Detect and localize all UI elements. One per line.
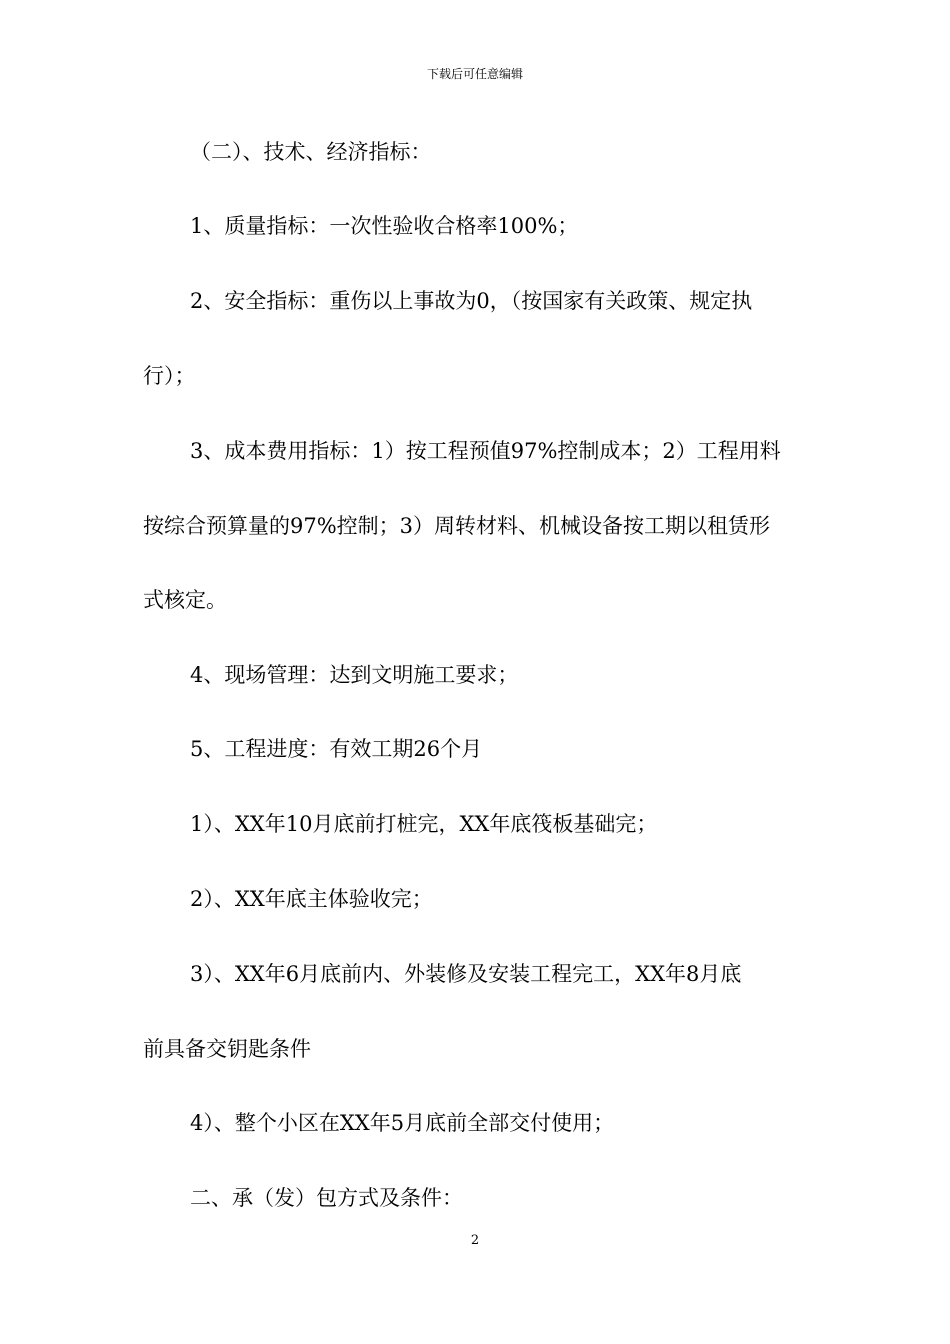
schedule-item-4: 4）、整个小区在XX年5月底前全部交付使用； <box>190 1111 615 1135</box>
section-heading-contracting: 二、承（发）包方式及条件： <box>190 1186 463 1210</box>
paragraph-safety-line1: 2、安全指标：重伤以上事故为0，（按国家有关政策、规定执 <box>190 289 753 313</box>
paragraph-cost-line3: 式核定。 <box>143 588 227 612</box>
page-header: 下载后可任意编辑 <box>426 67 523 81</box>
paragraph-safety-line2: 行）； <box>143 364 196 388</box>
schedule-item-1: 1）、XX年10月底前打桩完，XX年底筏板基础完； <box>190 812 658 836</box>
schedule-item-2: 2）、XX年底主体验收完； <box>190 887 433 911</box>
page-number: 2 <box>470 1233 480 1248</box>
paragraph-schedule: 5、工程进度：有效工期26个月 <box>190 737 483 761</box>
paragraph-cost-line1: 3、成本费用指标：1）按工程预值97%控制成本；2）工程用料 <box>190 439 781 463</box>
paragraph-site-management: 4、现场管理：达到文明施工要求； <box>190 663 519 687</box>
section-heading-tech-econ: （二）、技术、经济指标： <box>190 140 432 164</box>
paragraph-quality: 1、质量指标：一次性验收合格率100%； <box>190 214 579 238</box>
schedule-item-3-line2: 前具备交钥匙条件 <box>143 1037 311 1061</box>
paragraph-cost-line2: 按综合预算量的97%控制；3）周转材料、机械设备按工期以租赁形 <box>143 514 771 538</box>
schedule-item-3-line1: 3）、XX年6月底前内、外装修及安装工程完工，XX年8月底 <box>190 962 742 986</box>
